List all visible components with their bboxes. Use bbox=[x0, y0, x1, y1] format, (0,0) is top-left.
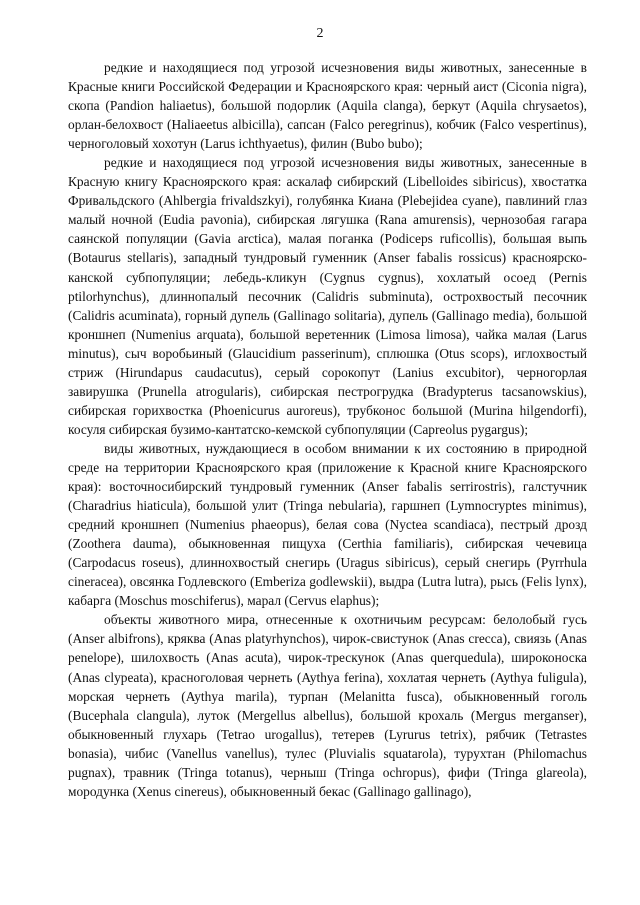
paragraph-rare-species-regional: редкие и находящиеся под угрозой исчезновения виды животных, занесенные в Красную книгу Красноярского края: аскалаф сибирский (Libelloides sibiricus), хвостатка Фривальдского (Ahlbergia frivaldszkyi), голубянка Киана (Plebejidea cyane), павлиний глаз малый ночной (Eudia pavonia), сибирская лягушка (Rana amurensis), чернозобая гагара саянской популяции (Gavia arctica), малая поганка (Podiceps ruficollis), большая выпь (Botaurus stellaris), западный тундровый гуменник (Anser fabalis rossicus) красноярско-канской субпопуляции; лебедь-кликун (Cygnus cygnus), хохлатый осоед (Pernis ptilorhynchus), длиннопалый песочник (Calidris subminuta), острохвостый песочник (Calidris acuminata), горный дупель (Gallinago solitaria), дупель (Gallinago media), большой кроншнеп (Numenius arquata), большой веретенник (Limosa limosa), чайка малая (Larus minutus), сыч воробьиный (Glaucidium passerinum), сплюшка (Otus scops), иглохвостый стриж (Hirundapus caudacutus), серый сорокопут (Lanius excubitor), черногорлая завирушка (Prunella atrogularis), сибирская пестрогрудка (Bradypterus tacsanowskius), сибирская горихвостка (Phoenicurus auroreus), трубконос большой (Murina hilgendorfi), косуля сибирская бузимо-кантатско-кемской субпопуляции (Capreolus pygargus); bbox=[68, 155, 587, 437]
document-body bbox=[68, 58, 587, 801]
paragraph-hunting-resources: объекты животного мира, отнесенные к охотничьим ресурсам: белолобый гусь (Anser albifrons), кряква (Anas platyrhynchos), чирок-свистунок (Anas crecca), свиязь (Anas penelope), шилохвость (Anas acuta), чирок-трескунок (Anas querquedula), широконоска (Anas clypeata), красноголовая чернеть (Aythya ferina), хохлатая чернеть (Aythya fuligula), морская чернеть (Aythya marila), турпан (Melanitta fusca), обыкновенный гоголь (Bucephala clangula), луток (Mergellus albellus), большой крохаль (Mergus merganser), обыкновенный глухарь (Tetrao urogallus), тетерев (Lyrurus tetrix), рябчик (Tetrastes bonasia), чибис (Vanellus vanellus), тулес (Pluvialis squatarola), турухтан (Philomachus pugnax), травник (Tringa totanus), черныш (Tringa ochropus), фифи (Tringa glareola), мородунка (Xenus cinereus), обыкновенный бекас (Gallinago gallinago), bbox=[68, 612, 587, 799]
paragraph-species-special-attention: виды животных, нуждающиеся в особом внимании к их состоянию в природной среде на территории Красноярского края (приложение к Красной книге Красноярского края): восточносибирский тундровый гуменник (Anser fabalis serrirostris), галстучник (Charadrius hiaticula), большой улит (Tringa nebularia), гаршнеп (Lymnocryptes minimus), средний кроншнеп (Numenius phaeopus), белая сова (Nyctea scandiaca), пестрый дрозд (Zoothera dauma), обыкновенная пищуха (Certhia familiaris), сибирская чечевица (Carpodacus roseus), длиннохвостый снегирь (Uragus sibiricus), серый снегирь (Pyrrhula cineracea), овсянка Годлевского (Emberiza godlewskii), выдра (Lutra lutra), рысь (Felis lynx), кабарга (Moschus moschiferus), марал (Cervus elaphus); bbox=[68, 440, 587, 609]
paragraph-rare-species-federal: редкие и находящиеся под угрозой исчезновения виды животных, занесенные в Красные книги Российской Федерации и Красноярского края: черный аист (Ciconia nigra), скопа (Pandion haliaetus), большой подорлик (Aquila clanga), беркут (Aquila chrysaetos), орлан-белохвост (Haliaeetus albicilla), сапсан (Falco peregrinus), кобчик (Falco vespertinus), черноголовый хохотун (Larus ichthyaetus), филин (Bubo bubo); bbox=[68, 60, 587, 152]
page-number: 2 bbox=[316, 26, 324, 41]
